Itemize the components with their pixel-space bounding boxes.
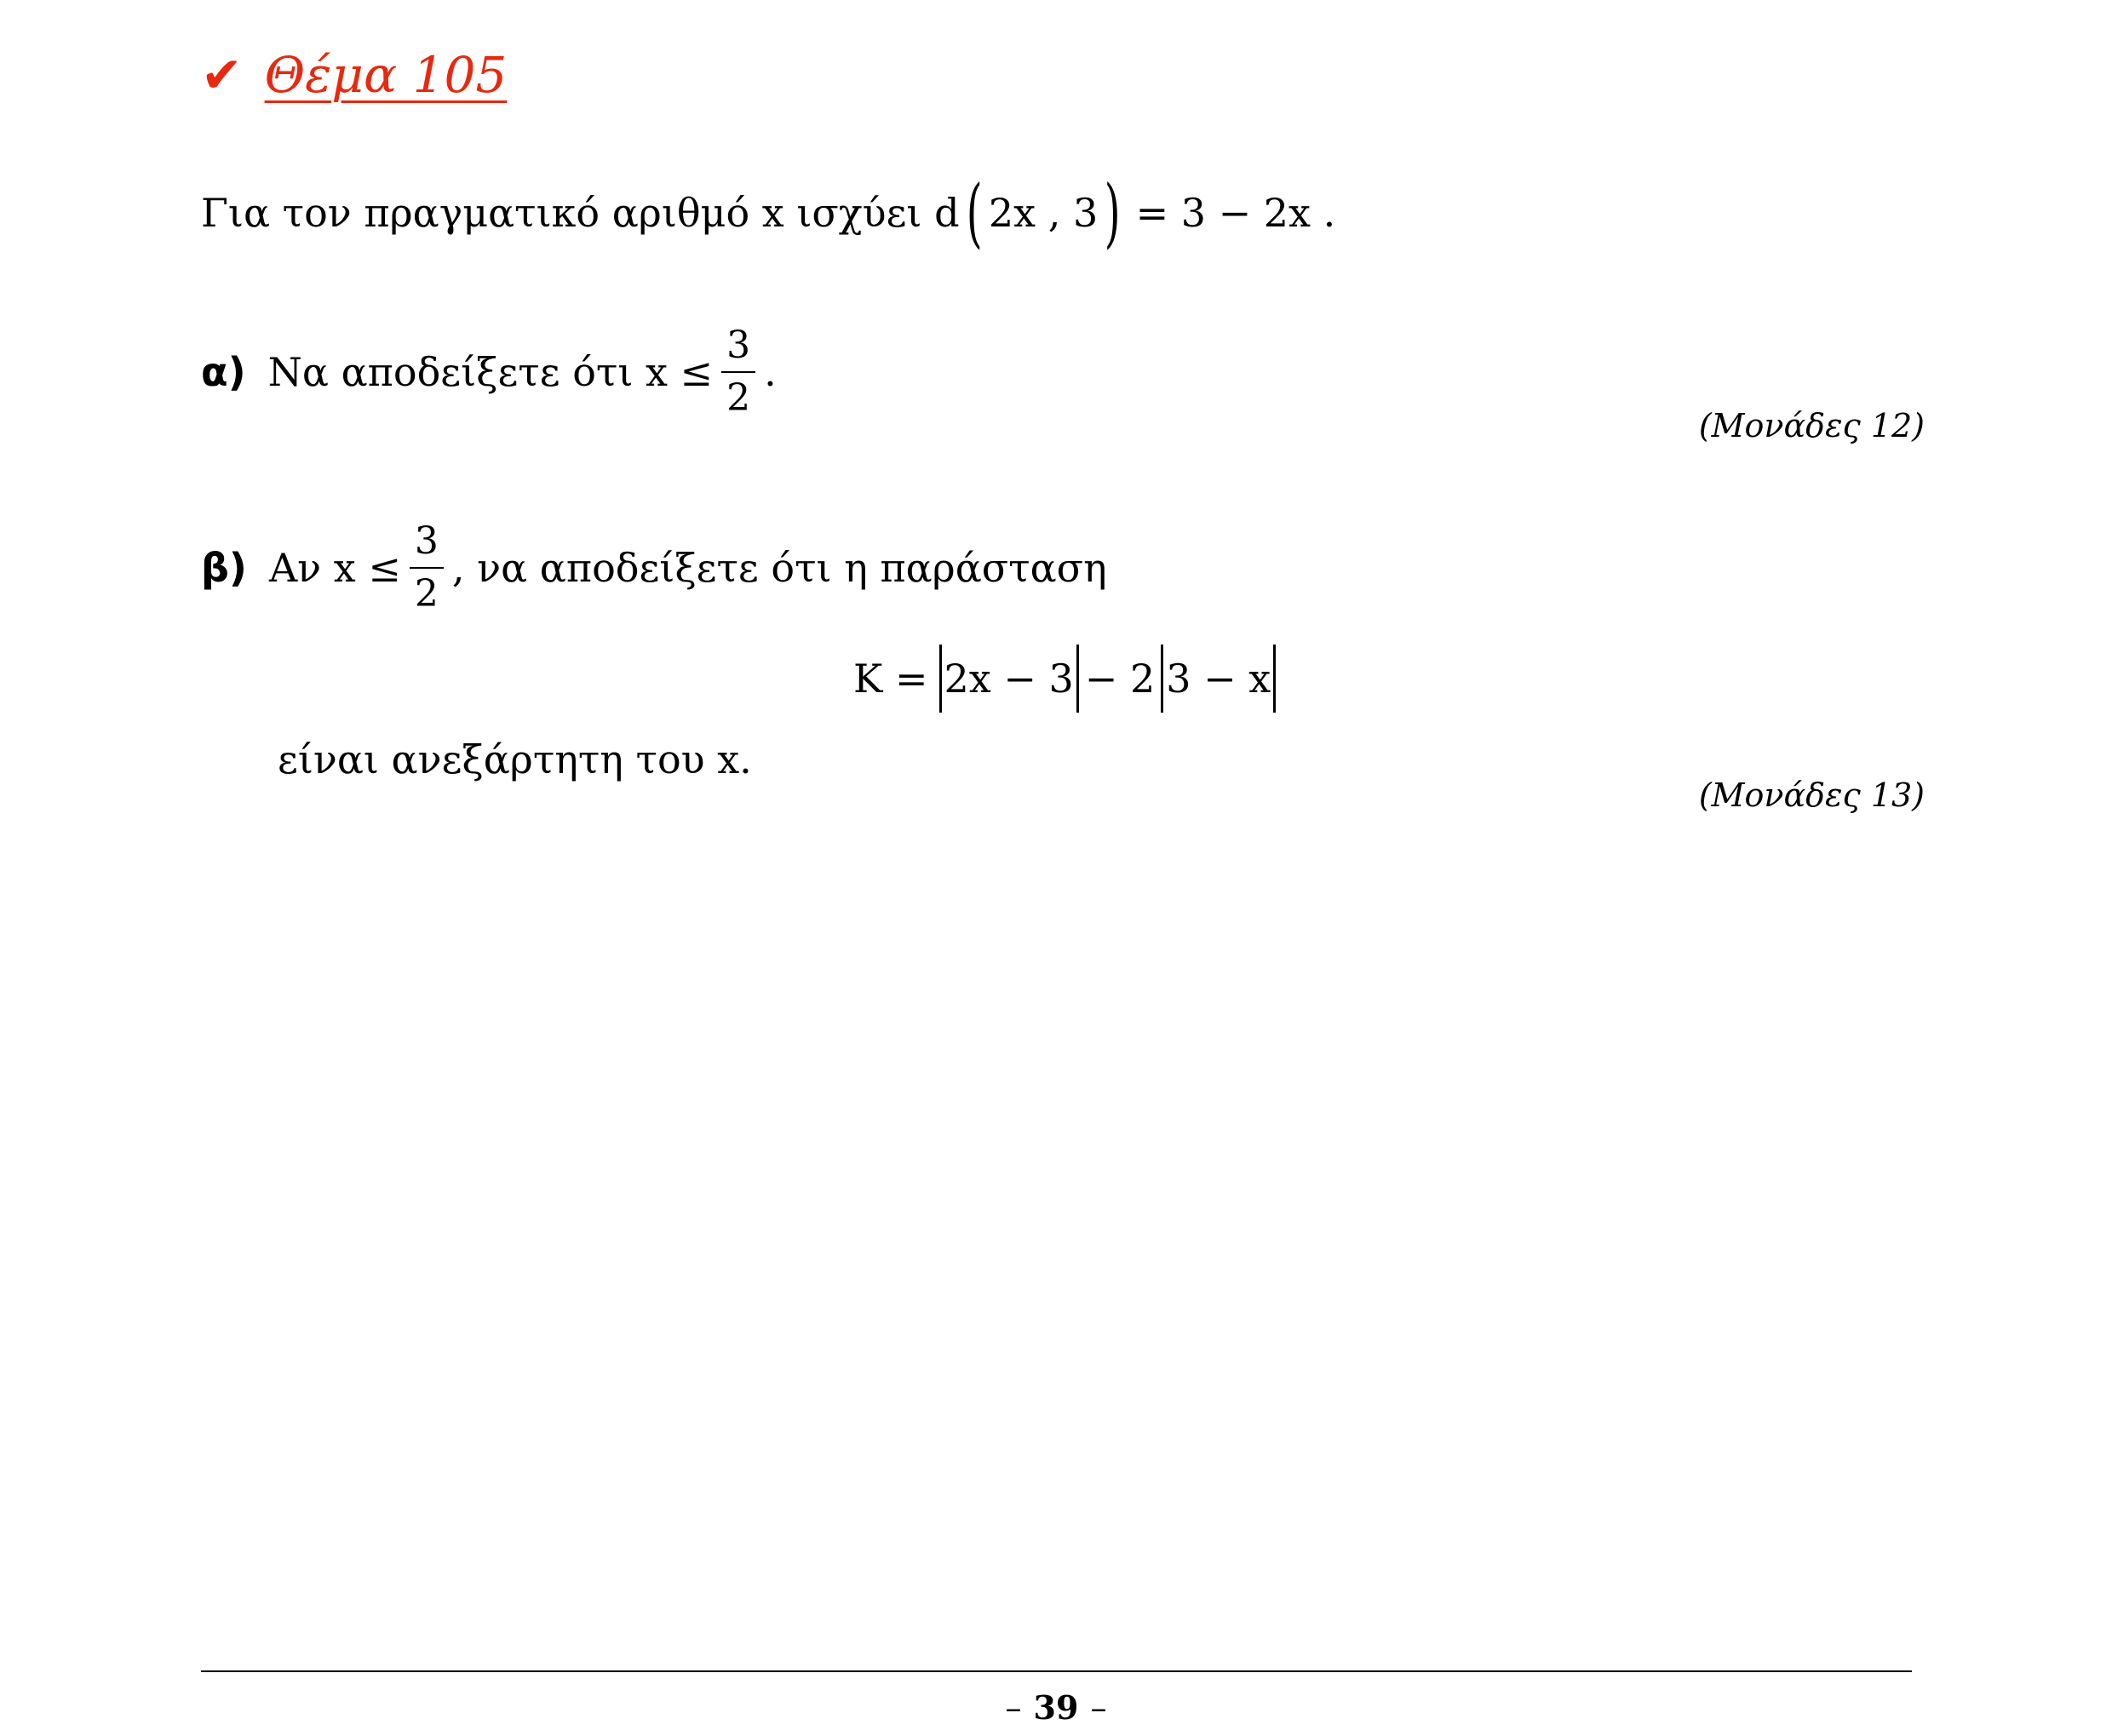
part-b-text: Αν x ≤	[268, 545, 401, 591]
page-number	[0, 1688, 2112, 1727]
section-title	[201, 32, 507, 117]
abs-bar	[1076, 645, 1079, 713]
fraction-numerator: 3	[721, 327, 755, 373]
close-paren: )	[1104, 169, 1121, 256]
part-b-marks: (Μονάδες 13)	[1698, 776, 1925, 814]
abs-bar	[1161, 645, 1163, 713]
check-mark-icon: ✔	[201, 46, 243, 104]
fraction-denominator: 2	[726, 376, 751, 420]
abs-bar	[939, 645, 942, 713]
abs-expr-1: 2x − 3	[944, 656, 1074, 702]
title-text: Θέμα 105	[264, 46, 508, 104]
fraction	[410, 519, 444, 616]
intro-line	[201, 170, 1335, 255]
part-b-line	[201, 513, 1107, 623]
fraction-denominator: 2	[414, 572, 439, 616]
equation-lhs: K =	[853, 656, 928, 702]
part-a-text: Να αποδείξετε ότι x ≤	[267, 349, 714, 395]
part-a-label: α)	[201, 349, 246, 395]
intro-tail: = 3 − 2x .	[1135, 190, 1336, 236]
fraction	[721, 324, 755, 420]
part-a-line	[201, 317, 777, 427]
page-dash-left: –	[1005, 1689, 1022, 1727]
part-a-marks: (Μονάδες 12)	[1698, 407, 1925, 444]
footer-divider	[201, 1670, 1912, 1672]
part-b-tail: , να αποδείξετε ότι η παράσταση	[451, 545, 1107, 591]
intro-text: Για τον πραγματικό αριθμό x ισχύει d	[201, 190, 960, 236]
page-number-value: 39	[1033, 1688, 1079, 1727]
intro-args: 2x , 3	[988, 190, 1099, 236]
abs-bar	[1273, 645, 1276, 713]
fraction-numerator: 3	[410, 523, 444, 569]
page-dash-right: –	[1090, 1689, 1107, 1727]
equation-mid: − 2	[1084, 656, 1156, 702]
abs-expr-2: 3 − x	[1166, 656, 1271, 702]
open-paren: (	[966, 169, 983, 256]
part-b-conclusion: είναι ανεξάρτητη του x.	[278, 736, 752, 782]
equation-k	[853, 640, 1278, 717]
part-a-tail: .	[764, 349, 777, 395]
part-b-label: β)	[201, 545, 247, 591]
